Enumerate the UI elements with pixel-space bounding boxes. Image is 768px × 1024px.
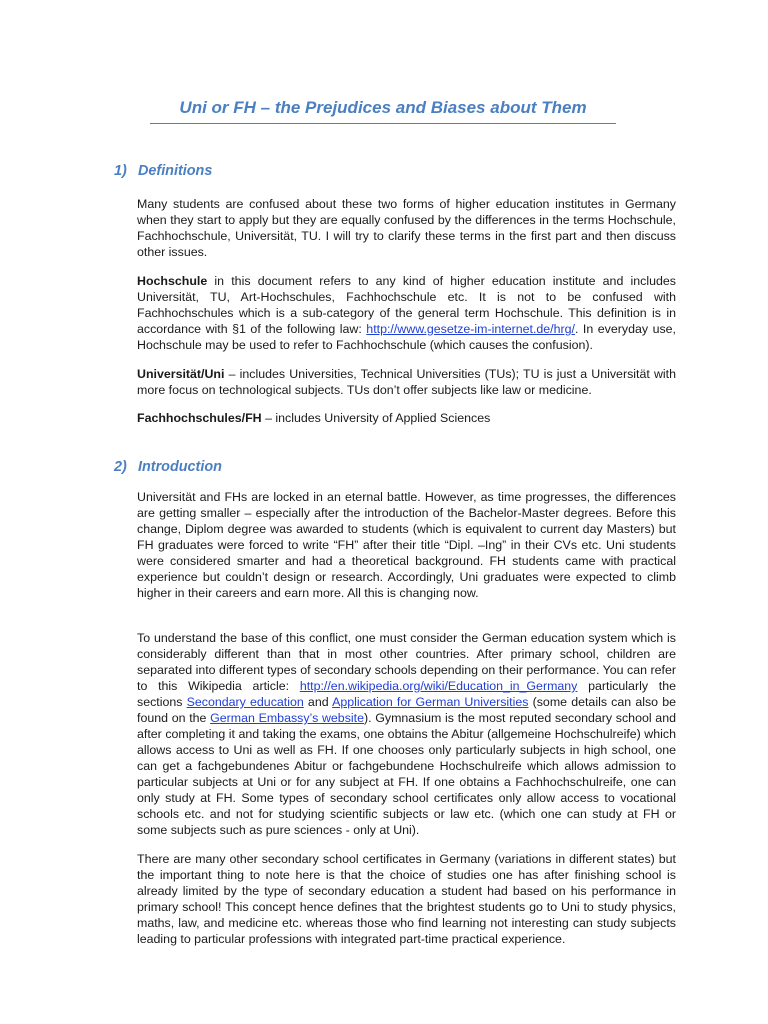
secondary-education-link[interactable]: Secondary education: [186, 695, 304, 709]
p2-text-4: (some details can also be found on the: [137, 695, 676, 725]
introduction-paragraph-3: There are many other secondary school certificates in Germany (variations in different states) but the important thing to note here is that the choice of studies one has after finishing school is already limited by the type of secondary education a student had based on his performance in primary school! This concept hence defines that the brightest students go to Uni to study physics, maths, law, and medicine etc. whereas those who find learning not interesting can study subjects leading to particular professions with integrated part-time practical experience.: [137, 852, 676, 946]
section-title: Introduction: [138, 459, 222, 475]
term-uni: Universität/Uni: [137, 367, 225, 381]
p2-text-3: and: [303, 695, 333, 709]
introduction-paragraph-1: Universität and FHs are locked in an eternal battle. However, as time progresses, the differences are getting smaller – especially after the introduction of the Bachelor-Master degrees. Before this change, Diplom degree was awarded to students (which is equivalent to current day Masters) but FH graduates were forced to write “FH” after their title “Dipl. –Ing” in their CVs etc. Uni students were considered smarter and had a theoretical background. FH students came with practical experience but couldn’t design or research. Accordingly, Uni graduates were expected to climb higher in their careers and earn more. All this is changing now.: [137, 490, 676, 600]
document-title: Uni or FH – the Prejudices and Biases about Them: [150, 96, 616, 124]
uni-definition-paragraph: [137, 366, 676, 398]
hochschule-text-after: . In everyday use, Hochschule may be used to refer to Fachhochschule (which causes the confusion).: [137, 322, 676, 352]
section-number: 2): [114, 459, 127, 475]
p2-text-5: ). Gymnasium is the most reputed secondary school and after completing it and taking the exams, one obtains the Abitur (allgemeine Hochschulreife) which allows access to Uni as well as FH. If one chooses only particularly subjects in high school, one can get a fachgebundenes Abitur or fachgebundene Hochschulreife which allows admission to particular subjects at Uni or for any subject at FH. If one obtains a Fachhochschulreife, one can only study at FH. Some types of secondary school certificates only allow access to vocational schools etc. and not for studying scientific subjects or law etc. (which one can study at FH or some subjects such as pure sciences - only at Uni).: [137, 711, 676, 837]
section-heading-introduction: [114, 457, 222, 477]
hrg-law-link[interactable]: http://www.gesetze-im-internet.de/hrg/: [366, 322, 575, 336]
fh-definition-paragraph: [137, 410, 676, 426]
p2-text-2: particularly the sections: [137, 679, 676, 709]
term-fh: Fachhochschules/FH: [137, 411, 262, 425]
uni-definition-text: – includes Universities, Technical Universities (TUs); TU is just a Universität with more focus on technological subjects. TUs don’t offer subjects like law or medicine.: [137, 367, 676, 397]
term-hochschule: Hochschule: [137, 274, 208, 288]
hochschule-definition-paragraph: [137, 273, 676, 353]
section-heading-definitions: [114, 161, 212, 181]
application-universities-link[interactable]: Application for German Universities: [332, 695, 529, 709]
section-title: Definitions: [138, 163, 213, 179]
wikipedia-education-link[interactable]: http://en.wikipedia.org/wiki/Education_in_Germany: [299, 679, 578, 693]
german-embassy-link[interactable]: German Embassy’s website: [210, 711, 364, 725]
introduction-paragraph-2: [137, 630, 676, 838]
fh-definition-text: – includes University of Applied Sciences: [261, 411, 491, 425]
definitions-intro-paragraph: Many students are confused about these two forms of higher education institutes in Germany when they start to apply but they are equally confused by the differences in the terms Hochschule, Fachhochschule, Universität, TU. I will try to clarify these terms in the first part and then discuss other issues.: [137, 197, 676, 259]
hochschule-text-before: in this document refers to any kind of higher education institute and includes Universität, TU, Art-Hochschules, Fachhochschule etc. It is not to be confused with Fachhochschules which is a sub-category of the general term Hochschule. This definition is in accordance with §1 of the following law:: [137, 274, 676, 336]
section-number: 1): [114, 163, 127, 179]
p2-text-1: To understand the base of this conflict, one must consider the German education system which is considerably different than that in most other countries. After primary school, children are separated into different types of secondary schools depending on their performance. You can refer to this Wikipedia article:: [137, 631, 676, 693]
